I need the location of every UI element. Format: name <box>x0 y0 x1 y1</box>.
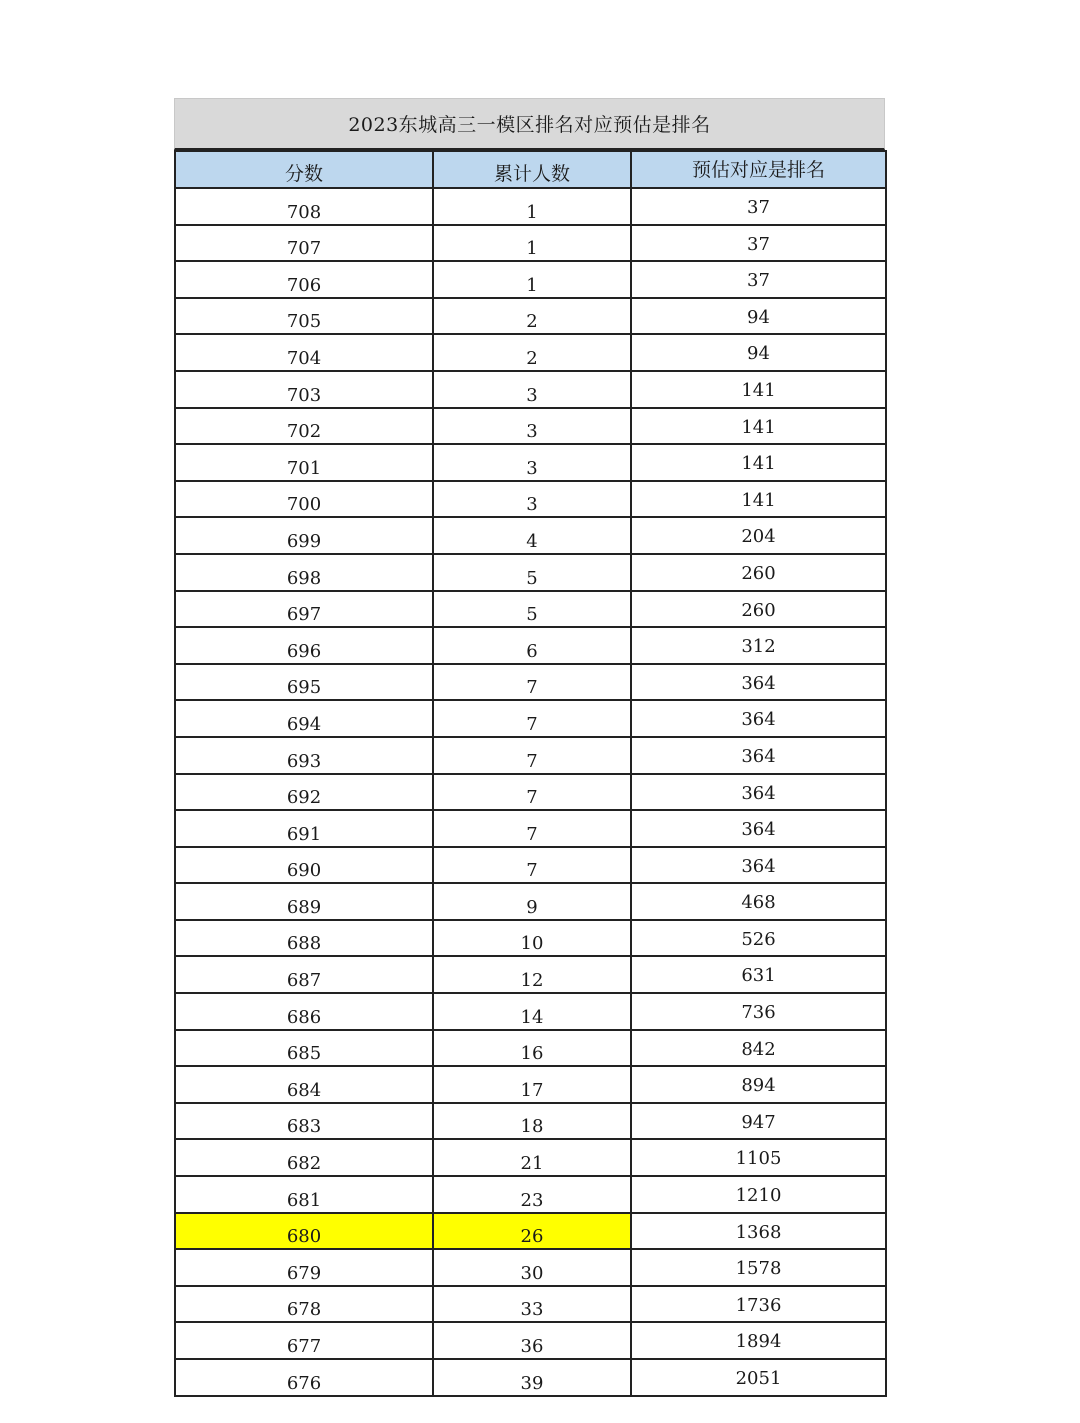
rank-cell: 312 <box>631 627 886 664</box>
rank-cell: 1736 <box>631 1286 886 1323</box>
cumulative-cell: 1 <box>433 261 631 298</box>
score-cell: 684 <box>175 1066 433 1103</box>
rank-cell: 1210 <box>631 1176 886 1213</box>
score-cell: 689 <box>175 883 433 920</box>
table-row <box>175 1359 886 1396</box>
rank-cell: 364 <box>631 700 886 737</box>
score-cell: 690 <box>175 847 433 884</box>
table-row <box>175 1286 886 1323</box>
table-row <box>175 554 886 591</box>
ranking-sheet <box>174 98 885 1397</box>
rank-cell: 94 <box>631 298 886 335</box>
table-row <box>175 188 886 225</box>
score-cell: 678 <box>175 1286 433 1323</box>
cumulative-cell: 7 <box>433 774 631 811</box>
cumulative-cell: 4 <box>433 517 631 554</box>
rank-cell: 141 <box>631 371 886 408</box>
table-row <box>175 261 886 298</box>
table-row <box>175 1103 886 1140</box>
cumulative-cell: 5 <box>433 554 631 591</box>
table-row <box>175 627 886 664</box>
rank-cell: 1105 <box>631 1139 886 1176</box>
table-row <box>175 1176 886 1213</box>
table-row <box>175 1139 886 1176</box>
score-cell: 708 <box>175 188 433 225</box>
table-row <box>175 664 886 701</box>
cumulative-cell: 36 <box>433 1322 631 1359</box>
cumulative-cell: 7 <box>433 664 631 701</box>
table-row <box>175 371 886 408</box>
cumulative-cell: 7 <box>433 700 631 737</box>
score-cell: 685 <box>175 1030 433 1067</box>
rank-cell: 364 <box>631 847 886 884</box>
score-cell: 682 <box>175 1139 433 1176</box>
rank-cell: 736 <box>631 993 886 1030</box>
score-cell: 681 <box>175 1176 433 1213</box>
table-row <box>175 408 886 445</box>
score-cell: 695 <box>175 664 433 701</box>
cumulative-cell: 10 <box>433 920 631 957</box>
rank-cell: 1368 <box>631 1213 886 1250</box>
cumulative-cell: 33 <box>433 1286 631 1323</box>
table-row <box>175 481 886 518</box>
table-row <box>175 591 886 628</box>
rank-cell: 947 <box>631 1103 886 1140</box>
score-cell: 705 <box>175 298 433 335</box>
cumulative-cell: 21 <box>433 1139 631 1176</box>
cumulative-cell: 18 <box>433 1103 631 1140</box>
cumulative-cell: 7 <box>433 810 631 847</box>
score-cell: 693 <box>175 737 433 774</box>
score-cell: 688 <box>175 920 433 957</box>
score-cell: 687 <box>175 956 433 993</box>
cumulative-cell: 3 <box>433 371 631 408</box>
table-row <box>175 920 886 957</box>
cumulative-cell: 23 <box>433 1176 631 1213</box>
table-row <box>175 700 886 737</box>
table-row <box>175 956 886 993</box>
score-cell: 686 <box>175 993 433 1030</box>
score-cell: 697 <box>175 591 433 628</box>
score-cell: 694 <box>175 700 433 737</box>
rank-cell: 364 <box>631 774 886 811</box>
cumulative-cell: 2 <box>433 334 631 371</box>
table-row-highlighted <box>175 1213 886 1250</box>
cumulative-cell: 3 <box>433 481 631 518</box>
rank-cell: 468 <box>631 883 886 920</box>
table-body <box>175 188 886 1396</box>
table-row <box>175 993 886 1030</box>
cumulative-cell: 9 <box>433 883 631 920</box>
rank-cell: 526 <box>631 920 886 957</box>
score-cell: 680 <box>175 1213 433 1250</box>
table-row <box>175 774 886 811</box>
ranking-table <box>174 150 887 1397</box>
cumulative-cell: 16 <box>433 1030 631 1067</box>
table-row <box>175 225 886 262</box>
rank-cell: 141 <box>631 444 886 481</box>
table-row <box>175 298 886 335</box>
cumulative-cell: 12 <box>433 956 631 993</box>
table-row <box>175 1030 886 1067</box>
table-row <box>175 737 886 774</box>
score-cell: 691 <box>175 810 433 847</box>
table-row <box>175 810 886 847</box>
table-row <box>175 1249 886 1286</box>
score-cell: 679 <box>175 1249 433 1286</box>
rank-cell: 37 <box>631 261 886 298</box>
rank-cell: 364 <box>631 810 886 847</box>
score-cell: 683 <box>175 1103 433 1140</box>
score-cell: 707 <box>175 225 433 262</box>
score-cell: 698 <box>175 554 433 591</box>
table-row <box>175 1066 886 1103</box>
rank-cell: 37 <box>631 188 886 225</box>
column-header-cumulative: 累计人数 <box>433 151 631 188</box>
cumulative-cell: 17 <box>433 1066 631 1103</box>
cumulative-cell: 6 <box>433 627 631 664</box>
rank-cell: 631 <box>631 956 886 993</box>
rank-cell: 37 <box>631 225 886 262</box>
rank-cell: 260 <box>631 591 886 628</box>
column-header-estimated-rank: 预估对应是排名 <box>631 151 886 188</box>
score-cell: 676 <box>175 1359 433 1396</box>
score-cell: 704 <box>175 334 433 371</box>
score-cell: 702 <box>175 408 433 445</box>
score-cell: 696 <box>175 627 433 664</box>
cumulative-cell: 1 <box>433 225 631 262</box>
cumulative-cell: 14 <box>433 993 631 1030</box>
rank-cell: 842 <box>631 1030 886 1067</box>
sheet-title: 2023东城高三一模区排名对应预估是排名 <box>174 98 885 150</box>
cumulative-cell: 39 <box>433 1359 631 1396</box>
table-row <box>175 334 886 371</box>
table-row <box>175 883 886 920</box>
score-cell: 677 <box>175 1322 433 1359</box>
score-cell: 703 <box>175 371 433 408</box>
rank-cell: 141 <box>631 408 886 445</box>
score-cell: 699 <box>175 517 433 554</box>
cumulative-cell: 3 <box>433 408 631 445</box>
score-cell: 701 <box>175 444 433 481</box>
cumulative-cell: 2 <box>433 298 631 335</box>
cumulative-cell: 5 <box>433 591 631 628</box>
rank-cell: 204 <box>631 517 886 554</box>
score-cell: 706 <box>175 261 433 298</box>
rank-cell: 2051 <box>631 1359 886 1396</box>
rank-cell: 141 <box>631 481 886 518</box>
cumulative-cell: 30 <box>433 1249 631 1286</box>
table-row <box>175 847 886 884</box>
cumulative-cell: 1 <box>433 188 631 225</box>
table-row <box>175 1322 886 1359</box>
rank-cell: 94 <box>631 334 886 371</box>
cumulative-cell: 7 <box>433 847 631 884</box>
score-cell: 700 <box>175 481 433 518</box>
rank-cell: 364 <box>631 664 886 701</box>
rank-cell: 1894 <box>631 1322 886 1359</box>
cumulative-cell: 26 <box>433 1213 631 1250</box>
header-row <box>175 151 886 188</box>
column-header-score: 分数 <box>175 151 433 188</box>
cumulative-cell: 3 <box>433 444 631 481</box>
rank-cell: 1578 <box>631 1249 886 1286</box>
rank-cell: 894 <box>631 1066 886 1103</box>
rank-cell: 260 <box>631 554 886 591</box>
rank-cell: 364 <box>631 737 886 774</box>
table-row <box>175 517 886 554</box>
table-row <box>175 444 886 481</box>
score-cell: 692 <box>175 774 433 811</box>
cumulative-cell: 7 <box>433 737 631 774</box>
